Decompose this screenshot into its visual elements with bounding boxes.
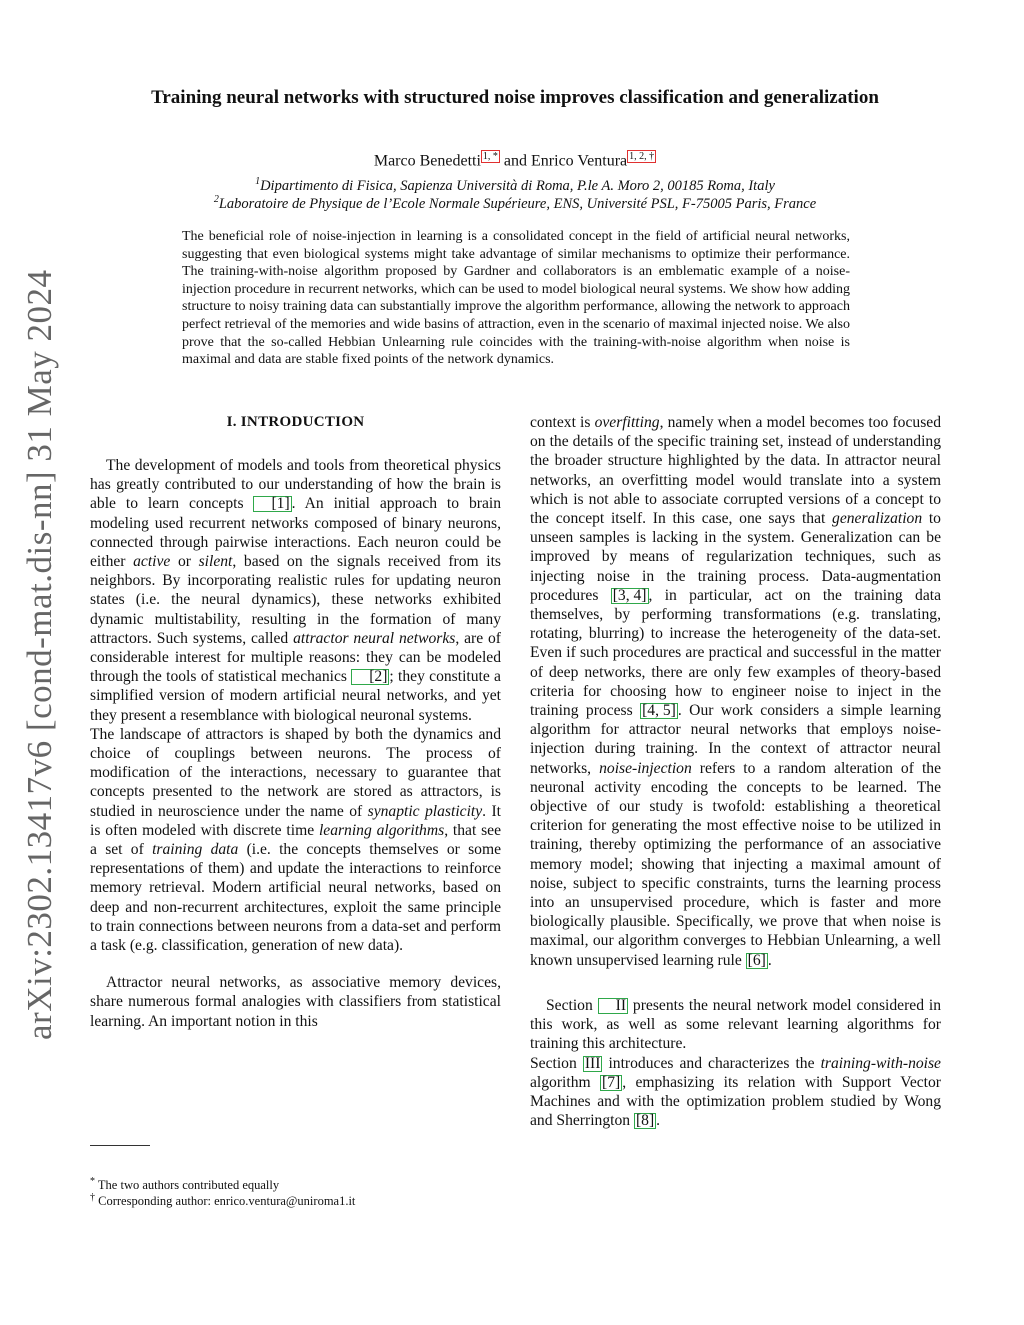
affiliation-2-number: 2 <box>213 194 219 205</box>
left-column <box>90 456 501 1031</box>
footnote-1 <box>90 1176 510 1193</box>
affiliation-2 <box>120 194 910 213</box>
right-paragraph-3: Section III introduces and characterizes the training-with-noise algorithm [7] , emphasizing its relation with Support Vector Machines and with the optimization problem studied by Wong and Sherrington [8] . <box>530 1054 941 1130</box>
left-paragraph-2: The landscape of attractors is shaped by both the dynamics and choice of couplings between neurons. The process of modification of the interactions, necessary to guarantee that concepts presented to the network are stored as attractors, is studied in neuroscience under the name of synaptic plasticity. It is often modeled with discrete time learning algorithms, that see a set of training data (i.e. the concepts themselves or some representations of them) and update the interactions to reinforce memory retrieval. Modern artificial neural networks, based on deep and non-recurrent architectures, exploit the same principle to train connections between neurons from a data-set and perform a task (e.g. classification, generation of new data). <box>90 725 502 955</box>
footnote-divider <box>90 1145 150 1146</box>
citation-link[interactable]: [8] <box>635 1112 655 1130</box>
left-paragraph-3: Attractor neural networks, as associative memory devices, share numerous formal analogies with classifiers from statistical learning. An important notion in this <box>90 974 501 1030</box>
footnote-1-text: The two authors contributed equally <box>97 1178 280 1193</box>
footnote-2 <box>90 1192 510 1209</box>
citation-link[interactable]: [4, 5] <box>642 702 676 720</box>
affiliation-1-number: 1 <box>255 176 261 187</box>
citation-link[interactable]: [2] <box>351 669 389 685</box>
section-link[interactable]: II <box>598 998 628 1014</box>
right-column <box>530 413 941 1130</box>
footnote-1-mark: * <box>90 1176 95 1187</box>
section-heading-introduction: I. INTRODUCTION <box>226 414 365 430</box>
citation-link[interactable]: [6] <box>747 951 766 969</box>
paper-title: Training neural networks with structured noise improves classification and generalization <box>151 87 879 108</box>
right-paragraph-1: context is overfitting, namely when a model becomes too focused on the details of the specific training set, instead of understanding the broader structure highlighted by the data. In attractor neural networks, an overfitting model would translate into a system which is not able to associate corrupted versions of a concept to the concept itself. In this case, one says that generalization to unseen samples is lacking in the system. Generalization can be improved by means of regularization techniques, such as injecting noise in the training process. Data-augmentation procedures [3, 4] , in particular, act on the training data themselves, by performing transformations (e.g. translating, rotating, blurring) to increase the heterogeneity of the data-set. Even if such procedures are practical and successful in the matter of deep networks, there are only few examples of theory-based criteria for choosing how to engineer noise to inject in the training process [4, 5] . Our work considers a simple learning algorithm for attractor neural networks that employs noise-injection during training. In the context of attractor neural networks, noise-injection refers to a random alteration of the neuronal activity encoding the concepts to be learned. The objective of our study is twofold: establishing a theoretical criterion for generating the most effective noise to be utilized in training, thereby optimizing the performance of an associative memory model; showing that injecting a maximal amount of noise, subject to specific constraints, turns the learning process into an unsupervised procedure, which is faster and more biologically plausible. Specifically, we prove that when noise is maximal, our algorithm converges to Hebbian Unlearning, a well known unsupervised learning rule [6] . <box>530 414 941 969</box>
affiliation-1 <box>120 176 910 195</box>
affiliation-2-text: Laboratoire de Physique de l’Ecole Normale Supérieure, ENS, Université PSL, F-75005 Paris, France <box>218 195 817 212</box>
right-paragraph-2: Section II presents the neural network model considered in this work, as well as some relevant learning algorithms for training this architecture. <box>530 996 941 1053</box>
author-2-affil[interactable]: 1, 2, † <box>629 151 655 162</box>
arxiv-side-label: arXiv:2302.13417v6 [cond-mat.dis-nn] 31 May 2024 <box>20 269 59 1040</box>
left-paragraph-1: The development of models and tools from theoretical physics has greatly contributed to our understanding of how the brain is able to learn concepts [1] . An initial approach to brain modeling used recurrent networks composed of binary neurons, connected through pairwise interactions. Each neuron could be either active or silent, based on the signals received from its neighbors. By incorporating realistic rules for updating neuron states (i.e. the neural dynamics), these networks exhibited dynamic multistability, resulting in the formation of many attractors. Such systems, called attractor neural networks, are of considerable interest for multiple reasons: they can be modeled through the tools of statistical mechanics [2] ; they constitute a simplified version of modern artificial neural networks, and yet they present a resemblance with biological neuronal systems. <box>90 457 501 724</box>
abstract: The beneficial role of noise-injection in learning is a consolidated concept in the field of artificial neural networks, suggesting that even biological systems might take advantage of similar mechanisms to optimize their performance. The training-with-noise algorithm proposed by Gardner and collaborators is an emblematic example of a noise-injection procedure in recurrent networks, which can be used to model biological neural systems. We show how adding structure to noisy training data can substantially improve the algorithm performance, allowing the network to approach perfect retrieval of the memories and wide basins of attraction, even in the scenario of maximal injected noise. We also prove that the so-called Hebbian Unlearning rule coincides with the training-with-noise algorithm when noise is maximal and data are stable fixed points of the network dynamics. <box>182 229 850 368</box>
footnote-2-mark: † <box>90 1192 95 1203</box>
author-1: Marco Benedetti <box>373 152 481 170</box>
affiliation-1-text: Dipartimento di Fisica, Sapienza Università di Roma, P.le A. Moro 2, 00185 Roma, Italy <box>260 177 775 194</box>
author-conjunction: and <box>503 152 528 170</box>
author-2: Enrico Ventura <box>531 152 628 170</box>
author-1-affil[interactable]: 1, * <box>482 151 498 162</box>
citation-link[interactable]: [7] <box>602 1073 621 1091</box>
footnote-2-text: Corresponding author: enrico.ventura@uniroma1.it <box>98 1194 356 1209</box>
author-line <box>120 150 910 170</box>
citation-link[interactable]: [1] <box>253 496 291 512</box>
section-link[interactable]: III <box>584 1054 601 1072</box>
citation-link[interactable]: [3, 4] <box>612 586 647 604</box>
